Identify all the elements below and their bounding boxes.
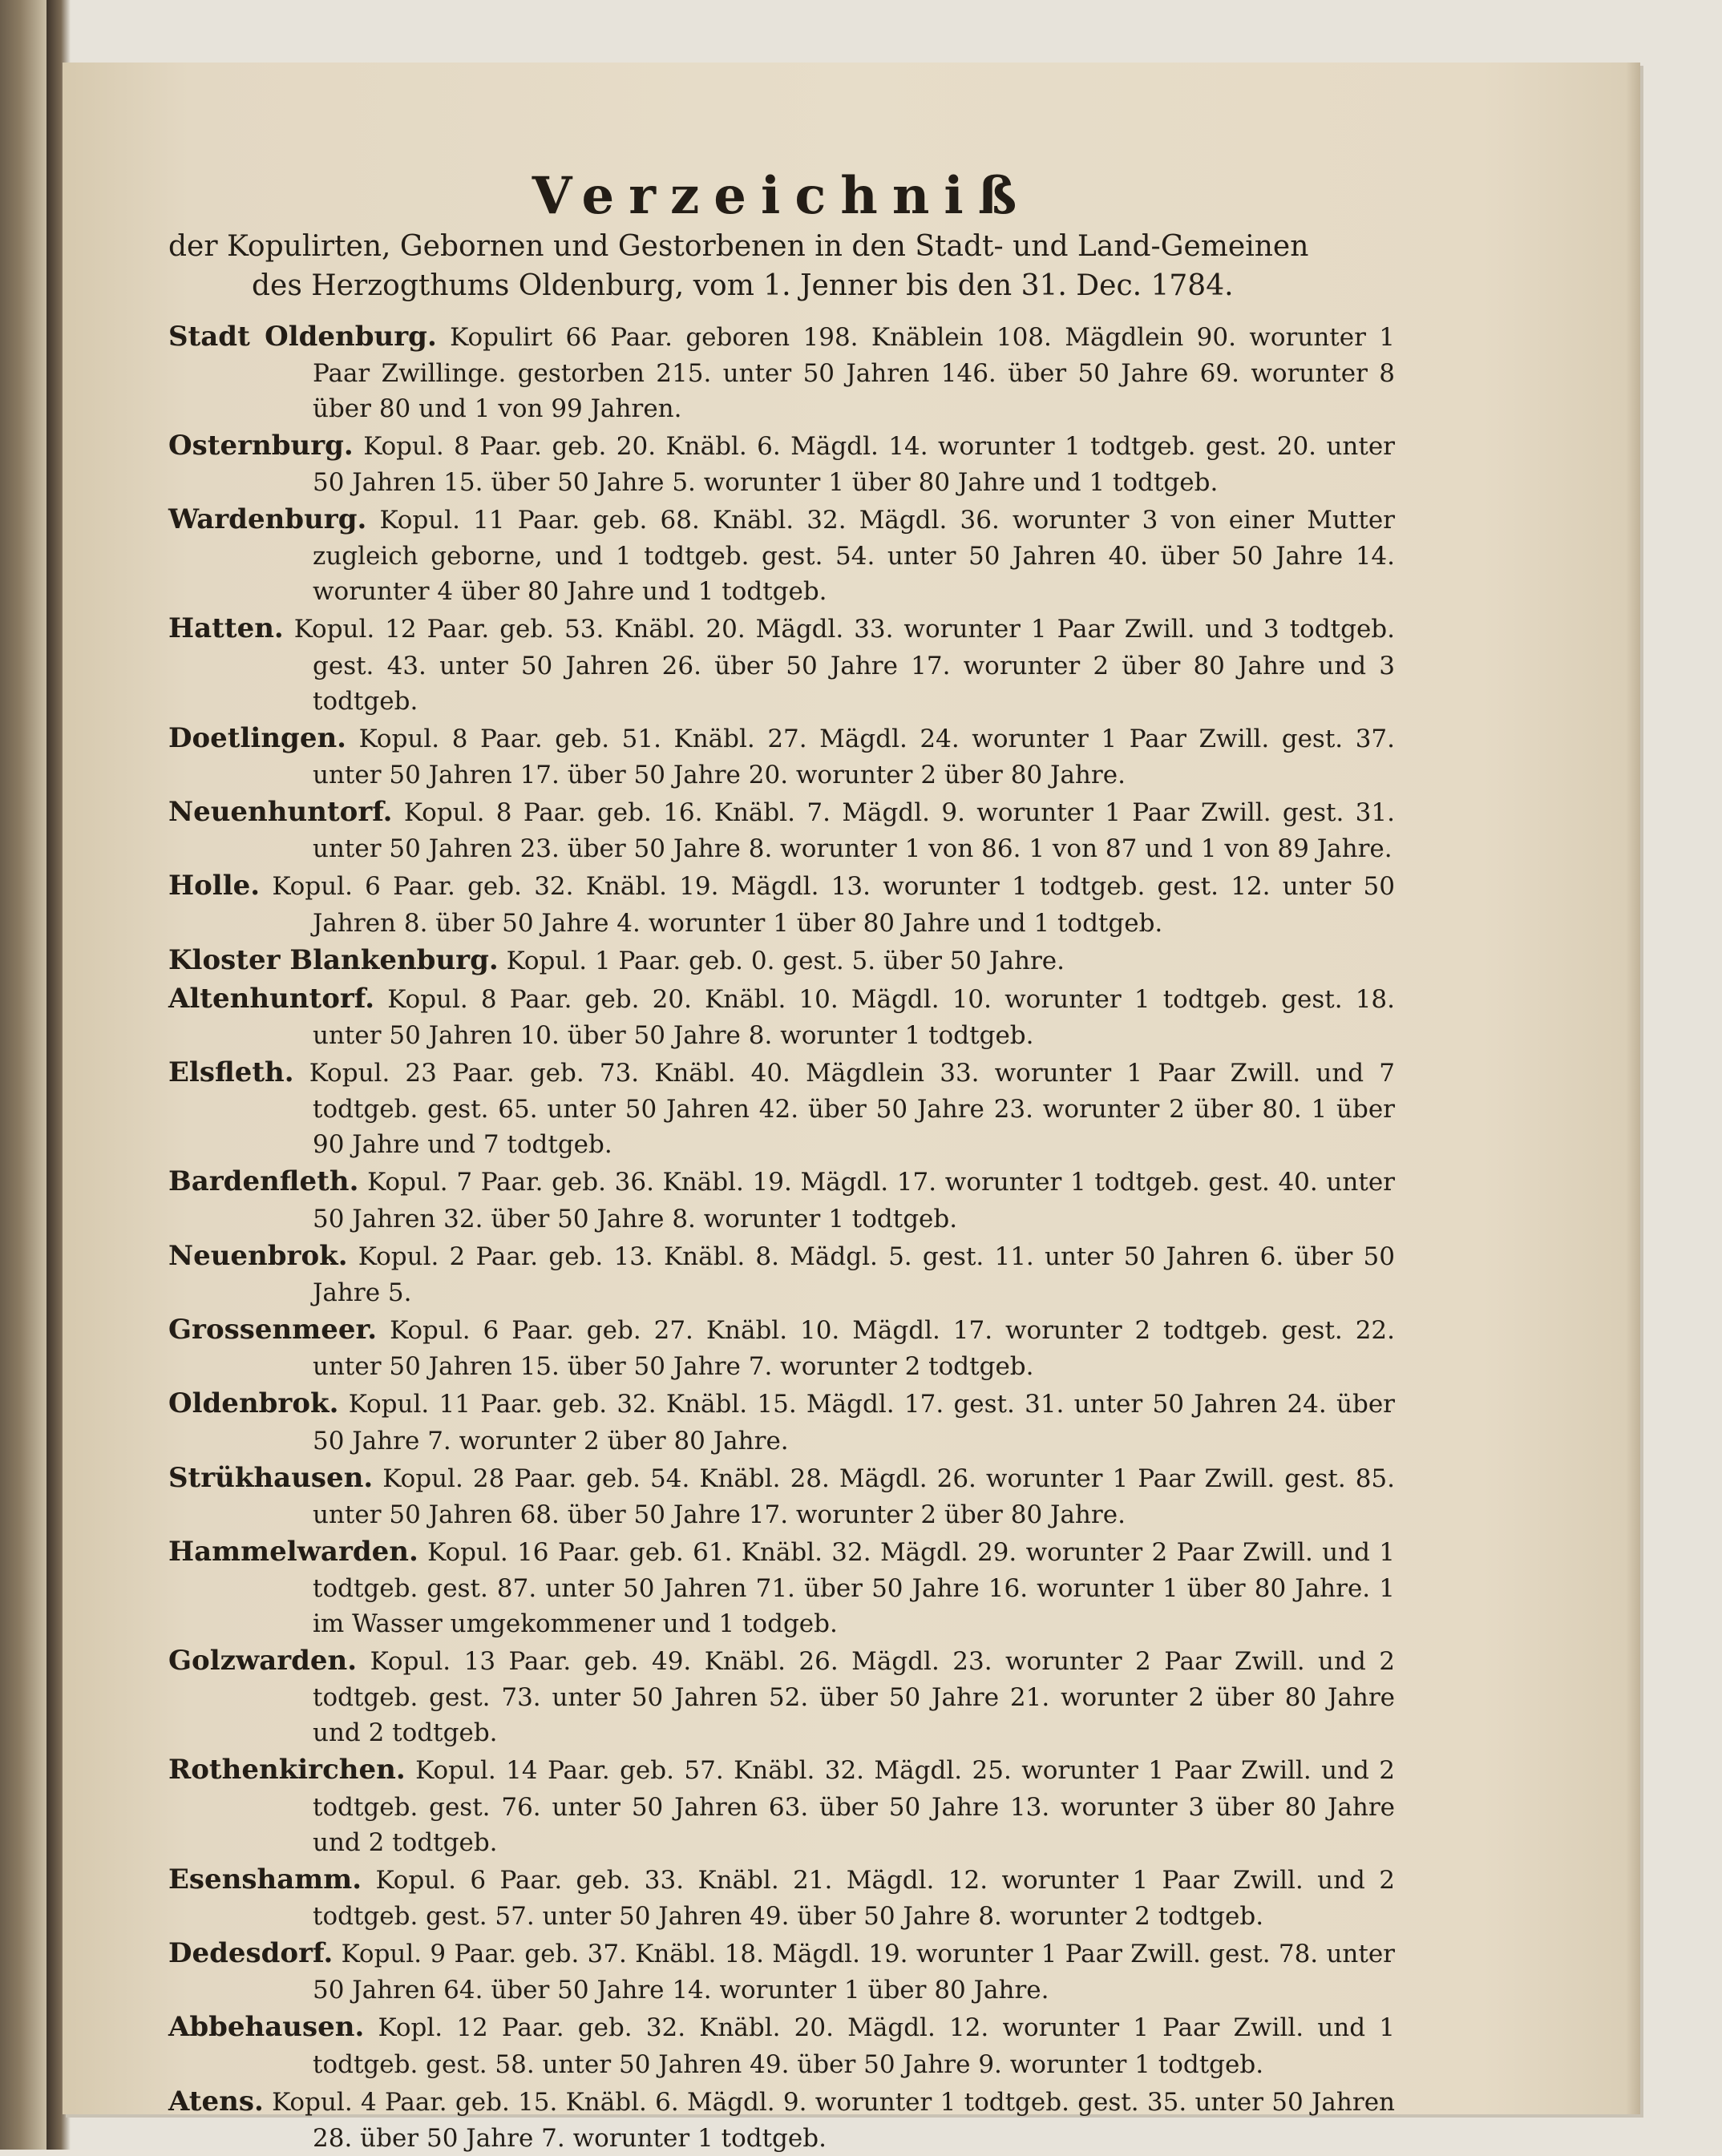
parish-stats: Kopul. 16 Paar. geb. 61. Knäbl. 32. Mägdl. 29. worunter 2 Paar Zwill. und 1 todtgeb. gest. 87. unter 50 Jahren 71. über 50 Jahre 16. worunter 1 über 80 Jahre. 1 im Wasser umgekommener und 1 todgeb. (313, 1537, 1395, 1639)
parish-stats: Kopul. 6 Paar. geb. 27. Knäbl. 10. Mägdl. 17. worunter 2 todtgeb. gest. 22. unter 50 Jahren 15. über 50 Jahre 7. worunter 2 todtgeb. (313, 1316, 1395, 1382)
parish-name: Stadt Oldenburg. (168, 320, 437, 353)
parish-stats: Kopulirt 66 Paar. geboren 198. Knäblein 108. Mägdlein 90. worunter 1 Paar Zwillinge. gestorben 215. unter 50 Jahren 146. über 50 Jahre 69. worunter 8 über 80 und 1 von 99 Jahren. (313, 322, 1396, 423)
parish-entry (168, 1310, 1395, 1384)
parish-name: Holle. (168, 870, 261, 902)
document-title: Verzeichniß (532, 166, 1032, 226)
parish-entry (168, 1532, 1395, 1641)
parish-entry (168, 1750, 1395, 1859)
parish-entry (168, 979, 1395, 1053)
parish-stats: Kopul. 8 Paar. geb. 20. Knäbl. 6. Mägdl. 14. worunter 1 todtgeb. gest. 20. unter 50 Jahren 15. über 50 Jahre 5. worunter 1 über 80 Jahre und 1 todtgeb. (313, 431, 1396, 498)
parish-entry (168, 1237, 1395, 1310)
page-edge-shadow (1626, 63, 1640, 2114)
parish-stats: Kopul. 6 Paar. geb. 33. Knäbl. 21. Mägdl. 12. worunter 1 Paar Zwill. und 2 todtgeb. gest. 57. unter 50 Jahren 49. über 50 Jahre 8. worunter 2 todtgeb. (313, 1865, 1395, 1931)
parish-entry (168, 1641, 1395, 1750)
parish-stats: Kopul. 9 Paar. geb. 37. Knäbl. 18. Mägdl. 19. worunter 1 Paar Zwill. gest. 78. unter 50 Jahren 64. über 50 Jahre 14. worunter 1 über 80 Jahre. (313, 1940, 1396, 2005)
parish-name: Altenhuntorf. (168, 982, 375, 1015)
parish-stats: Kopl. 12 Paar. geb. 32. Knäbl. 20. Mägdl. 12. worunter 1 Paar Zwill. und 1 todtgeb. gest. 58. unter 50 Jahren 49. über 50 Jahre 9. worunter 1 todtgeb. (313, 2013, 1395, 2079)
parish-entry (168, 2008, 1395, 2081)
parish-name: Kloster Blankenburg. (168, 943, 499, 976)
parish-name: Hammelwarden. (168, 1535, 418, 1568)
parish-stats: Kopul. 2 Paar. geb. 13. Knäbl. 8. Mädgl. 5. gest. 11. unter 50 Jahren 6. über 50 Jahre 5. (313, 1242, 1396, 1307)
parish-name: Hatten. (168, 612, 284, 645)
parish-stats: Kopul. 7 Paar. geb. 36. Knäbl. 19. Mägdl. 17. worunter 1 todtgeb. gest. 40. unter 50 Jahren 32. über 50 Jahre 8. worunter 1 todtgeb. (313, 1168, 1395, 1233)
parish-name: Abbehausen. (168, 2011, 365, 2044)
parish-stats: Kopul. 13 Paar. geb. 49. Knäbl. 26. Mägdl. 23. worunter 2 Paar Zwill. und 2 todtgeb. gest. 73. unter 50 Jahren 52. über 50 Jahre 21. worunter 2 über 80 Jahre und 2 todtgeb. (313, 1647, 1395, 1748)
parish-entry (168, 1860, 1395, 1934)
parish-entry (168, 1384, 1395, 1458)
page-content (168, 112, 1395, 2156)
document-subtitle-line2: des Herzogthums Oldenburg, vom 1. Jenner bis den 31. Dec. 1784. (252, 268, 1234, 302)
parish-entry (168, 2082, 1395, 2156)
parish-stats: Kopul. 14 Paar. geb. 57. Knäbl. 32. Mägdl. 25. worunter 1 Paar Zwill. und 2 todtgeb. gest. 76. unter 50 Jahren 63. über 50 Jahre 13. worunter 3 über 80 Jahre und 2 todtgeb. (313, 1756, 1395, 1857)
parish-stats: Kopul. 1 Paar. geb. 0. gest. 5. über 50 Jahre. (506, 946, 1065, 975)
parish-stats: Kopul. 8 Paar. geb. 51. Knäbl. 27. Mägdl. 24. worunter 1 Paar Zwill. gest. 37. unter 50 Jahren 17. über 50 Jahre 20. worunter 2 über 80 Jahre. (313, 724, 1395, 790)
parish-stats: Kopul. 8 Paar. geb. 16. Knäbl. 7. Mägdl. 9. worunter 1 Paar Zwill. gest. 31. unter 50 Jahren 23. über 50 Jahre 8. worunter 1 von 86. 1 von 87 und 1 von 89 Jahre. (313, 798, 1395, 864)
parish-entry (168, 1934, 1395, 2008)
parish-stats: Kopul. 6 Paar. geb. 32. Knäbl. 19. Mägdl. 13. worunter 1 todtgeb. gest. 12. unter 50 Jahren 8. über 50 Jahre 4. worunter 1 über 80 Jahre und 1 todtgeb. (272, 872, 1395, 938)
parish-entry (168, 719, 1395, 793)
parish-entry (168, 1162, 1395, 1236)
parish-entry (168, 941, 1395, 979)
parish-name: Bardenfleth. (168, 1165, 359, 1198)
parish-entry (168, 866, 1395, 940)
parish-stats: Kopul. 23 Paar. geb. 73. Knäbl. 40. Mägdlein 33. worunter 1 Paar Zwill. und 7 todtgeb. gest. 65. unter 50 Jahren 42. über 50 Jahre 23. worunter 2 über 80. 1 über 90 Jahre und 7 todtgeb. (309, 1059, 1395, 1160)
parish-entry (168, 1053, 1395, 1162)
parish-name: Neuenhuntorf. (168, 796, 393, 829)
parish-stats: Kopul. 4 Paar. geb. 15. Knäbl. 6. Mägdl. 9. worunter 1 todtgeb. gest. 35. unter 50 Jahren 28. über 50 Jahre 7. worunter 1 todtgeb. (272, 2087, 1395, 2153)
parish-name: Oldenbrok. (168, 1387, 339, 1420)
parish-entry (168, 426, 1395, 500)
parish-entry (168, 1459, 1395, 1532)
parish-entry (168, 500, 1395, 609)
parish-entry (168, 317, 1395, 426)
parish-stats: Kopul. 11 Paar. geb. 32. Knäbl. 15. Mägdl. 17. gest. 31. unter 50 Jahren 24. über 50 Jahre 7. worunter 2 über 80 Jahre. (313, 1390, 1395, 1456)
parish-name: Rothenkirchen. (168, 1754, 406, 1787)
parish-stats: Kopul. 8 Paar. geb. 20. Knäbl. 10. Mägdl. 10. worunter 1 todtgeb. gest. 18. unter 50 Jahren 10. über 50 Jahre 8. worunter 1 todtgeb. (313, 984, 1395, 1051)
parish-name: Strükhausen. (168, 1461, 374, 1494)
parish-name: Dedesdorf. (168, 1937, 333, 1970)
parish-stats: Kopul. 11 Paar. geb. 68. Knäbl. 32. Mägdl. 36. worunter 3 von einer Mutter zugleich geborne, und 1 todtgeb. gest. 54. unter 50 Jahren 40. über 50 Jahre 14. worunter 4 über 80 Jahre und 1 todtgeb. (313, 506, 1395, 607)
parish-stats: Kopul. 28 Paar. geb. 54. Knäbl. 28. Mägdl. 26. worunter 1 Paar Zwill. gest. 85. unter 50 Jahren 68. über 50 Jahre 17. worunter 2 über 80 Jahre. (313, 1464, 1395, 1529)
parish-entry (168, 793, 1395, 866)
parish-name: Neuenbrok. (168, 1239, 348, 1272)
parish-name: Osternburg. (168, 429, 354, 462)
parish-name: Grossenmeer. (168, 1314, 378, 1346)
parish-name: Elsfleth. (168, 1056, 294, 1089)
parish-entry (168, 609, 1395, 718)
document-subtitle-line1: der Kopulirten, Gebornen und Gestorbenen in den Stadt- und Land-Gemeinen (168, 230, 1309, 264)
parish-name: Atens. (168, 2085, 264, 2118)
parish-entries (168, 317, 1395, 2156)
parish-stats: Kopul. 12 Paar. geb. 53. Knäbl. 20. Mägdl. 33. worunter 1 Paar Zwill. und 3 todtgeb. gest. 43. unter 50 Jahren 26. über 50 Jahre 17. worunter 2 über 80 Jahre und 3 todtgeb. (293, 615, 1396, 716)
parish-name: Golzwarden. (168, 1645, 358, 1678)
parish-name: Esenshamm. (168, 1863, 362, 1896)
parish-name: Wardenburg. (168, 503, 367, 536)
parish-name: Doetlingen. (168, 721, 347, 754)
